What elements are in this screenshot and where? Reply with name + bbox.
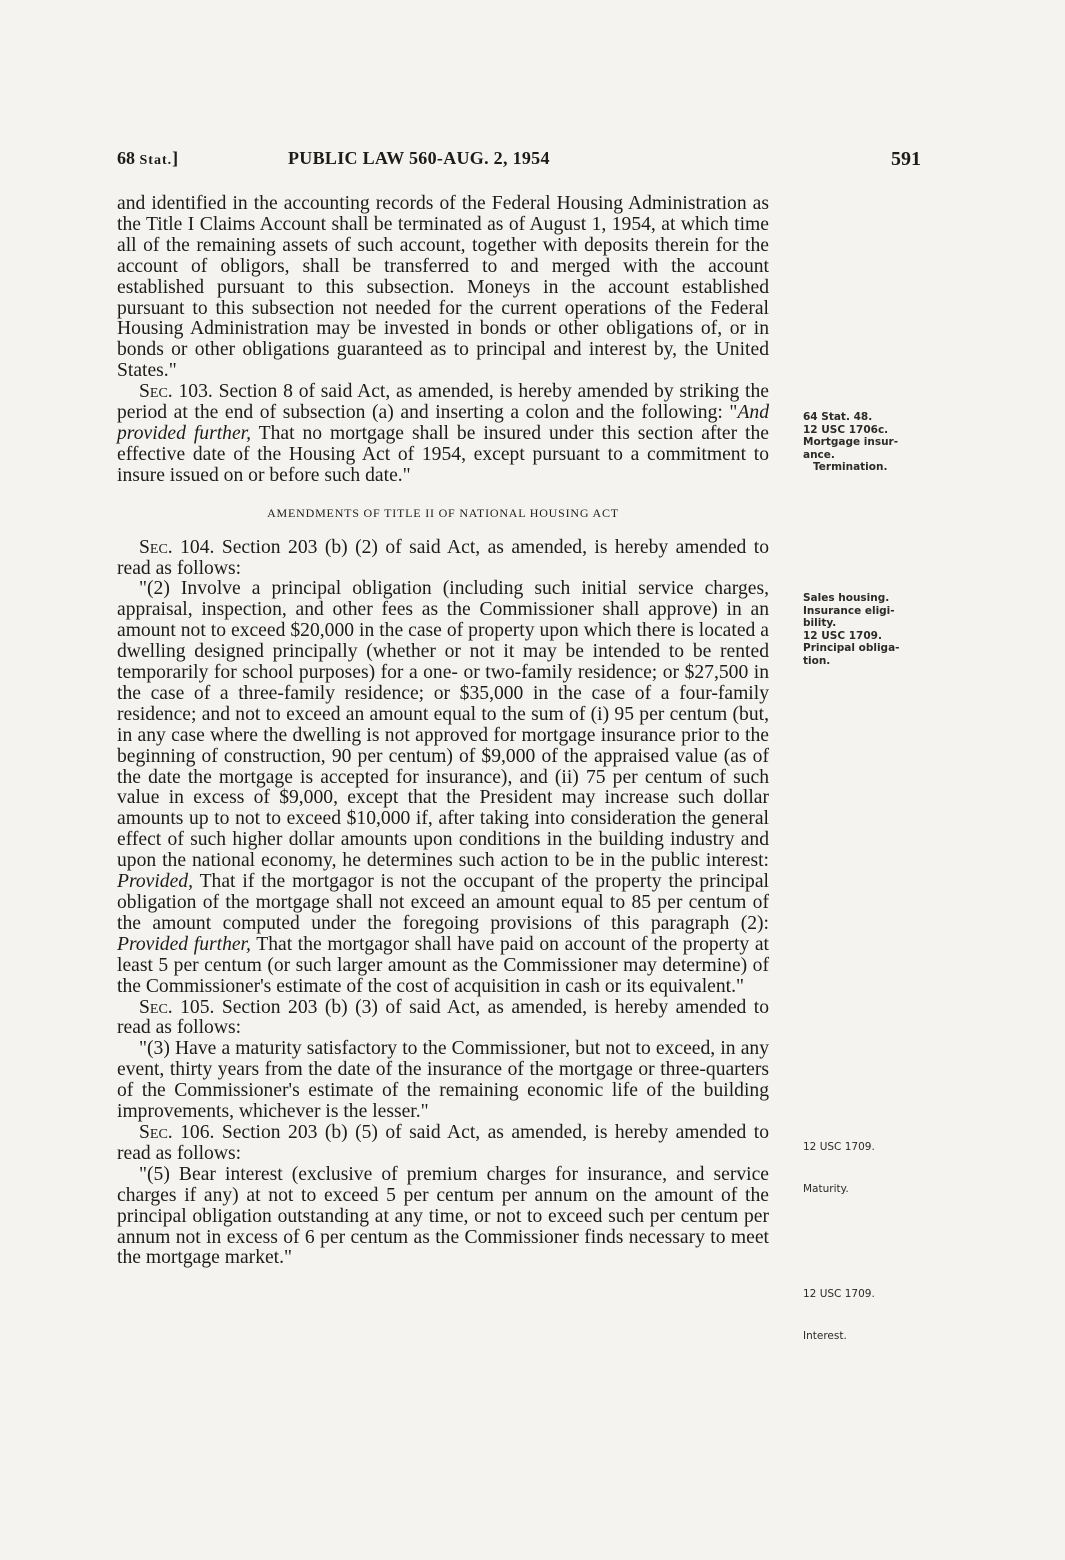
section-label: Sec. 105. [139,996,215,1018]
section-label: Sec. 104. [139,536,215,558]
continued-paragraph: and identified in the accounting records of the Federal Housing Administration as the Title I Claims Account shall be terminated as of August 1, 1954, at which time all of the remaining assets of such account, together with deposits therein for the account of obligors, shall be transferred to and merged with the account established pursuant to this subsection. Moneys in the account established pursuant to this subsection not needed for the current operations of the Federal Housing Administration may be invested in bonds or other obligations of, or in bonds or other obligations guaranteed as to principal and interest by, the United States." [117,193,769,382]
section-104: Sec. 104. Section 203 (b) (2) of said Act, as amended, is hereby amended to read as follows: [117,536,769,579]
section-105: Sec. 105. Section 203 (b) (3) of said Act, as amended, is hereby amended to read as follows: [117,996,769,1039]
paragraph-2: "(2) Involve a principal obligation (including such initial service charges, appraisal, inspection, and other fees as the Commissioner shall approve) in an amount not to exceed $20,000 in the case of property upon which there is located a dwelling designed principally (whether or not it may be intended to be rented temporarily for school purposes) for a one- or two-family residence; or $27,500 in the case of a three-family residence; or $35,000 in the case of a four-family residence; and not to exceed an amount equal to the sum of (i) 95 per centum (but, in any case where the dwelling is not approved for mortgage insurance prior to the beginning of construction, 90 per centum) of $9,000 of the appraised value (as of the date the mortgage is accepted for insurance), and (ii) 75 per centum of such value in excess of $9,000, except that the President may increase such dollar amounts up to not to exceed $10,000 if, after taking into consideration the general effect of such higher dollar amounts upon conditions in the building industry and upon the national economy, he determines such action to be in the public interest: Provided, That if the mortgagor is not the occupant of the property the principal obligation of the mortgage shall not exceed an amount equal to 85 per centum of the amount computed under the foregoing provisions of this paragraph (2): Provided further, That the mortgagor shall have paid on account of the property at least 5 per centum (or such larger amount as the Commissioner may determine) of the Commissioner's estimate of the cost of acquisition in cash or its equivalent." [117,578,769,997]
margin-note-usc-1709-b: 12 USC 1709. [803,1288,875,1300]
paragraph-5: "(5) Bear interest (exclusive of premium charges for insurance, and service charges if any) at not to exceed 5 per centum per annum on the amount of the principal obligation outstanding at any time, or not to exceed such per centum per annum not in excess of 6 per centum as the Commissioner finds necessary to meet the mortgage market." [117,1163,769,1269]
section-106: Sec. 106. Section 203 (b) (5) of said Act, as amended, is hereby amended to read as follows: [117,1121,769,1164]
margin-note-interest: Interest. [803,1330,847,1342]
margin-note-sales-housing: Sales housing. Insurance eligi- bility. 12 USC 1709. Principal obliga- tion. [803,592,900,667]
section-heading: AMENDMENTS OF TITLE II OF NATIONAL HOUSING ACT [267,505,619,520]
section-103: Sec. 103. Section 8 of said Act, as amended, is hereby amended by striking the period at the end of subsection (a) and inserting a colon and the following: "And provided further, That no mortgage shall be insured under this section after the effective date of the Housing Act of 1954, except pursuant to a commitment to insure issued on or before such date." [117,381,769,486]
body-text [117,194,769,1269]
running-title: PUBLIC LAW 560-AUG. 2, 1954 [288,148,550,168]
section-label: Sec. 103. [139,381,213,403]
volume-citation: 68 Stat.] [117,148,179,168]
page-number: 591 [891,148,921,170]
margin-note-mortgage-insurance: 64 Stat. 48. 12 USC 1706c. Mortgage insur- ance. Termination. [803,411,899,473]
section-label: Sec. 106. [139,1121,215,1143]
paragraph-3: "(3) Have a maturity satisfactory to the Commissioner, but not to exceed, in any event, thirty years from the date of the insurance of the mortgage or three-quarters of the Commissioner's estimate of the remaining economic life of the building improvements, whichever is the lesser." [117,1038,769,1123]
margin-note-usc-1709-a: 12 USC 1709. [803,1141,875,1153]
page-header [117,148,921,178]
margin-note-maturity: Maturity. [803,1183,849,1195]
